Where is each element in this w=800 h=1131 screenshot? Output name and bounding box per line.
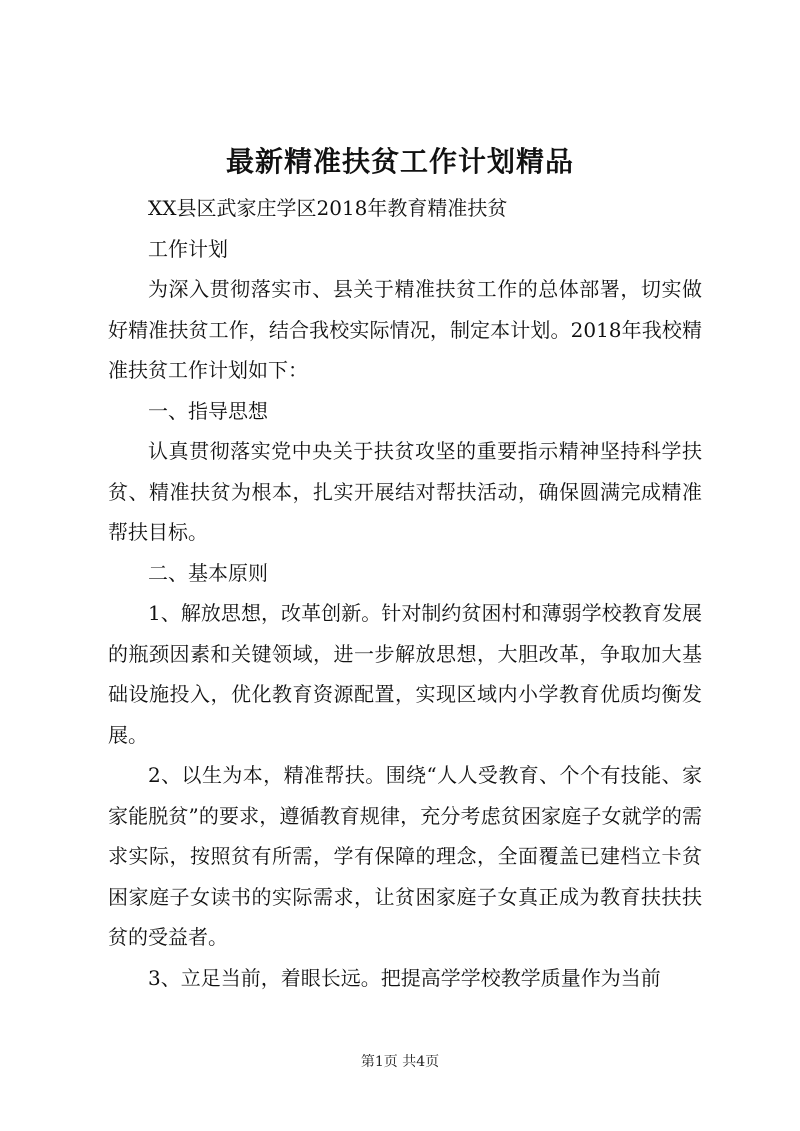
page-footer: 第1页 共4页 xyxy=(360,1054,440,1070)
section-heading-basic-principles: 二、基本原则 xyxy=(148,560,268,585)
principle-3-paragraph: 3、立足当前，着眼长远。把提高学学校教学质量作为当前 xyxy=(148,965,661,990)
guiding-thought-paragraph: 认真贯彻落实党中央关于扶贫攻坚的重要指示精神坚持科学扶贫、精准扶贫为根本，扎实开展结对帮扶活动，确保圆满完成精准帮扶目标。 xyxy=(108,439,702,544)
principle-2-paragraph: 2、以生为本，精准帮扶。围绕“人人受教育、个个有技能、家家能脱贫”的要求，遵循教育规律，充分考虑贫困家庭子女就学的需求实际，按照贫有所需，学有保障的理念，全面覆盖已建档立卡贫困家庭子女读书的实际需求，让贫困家庭子女真正成为教育扶扶扶贫的受益者。 xyxy=(108,763,702,949)
document-title: 最新精准扶贫工作计划精品 xyxy=(225,145,574,178)
section-heading-guiding-thought: 一、指导思想 xyxy=(148,398,268,423)
subtitle-line-1: XX县区武家庄学区2018年教育精准扶贫 xyxy=(148,196,508,220)
principle-1-paragraph: 1、解放思想，改革创新。针对制约贫困村和薄弱学校教育发展的瓶颈因素和关键领域，进一步解放思想，大胆改革，争取加大基础设施投入，优化教育资源配置，实现区域内小学教育优质均衡发展。 xyxy=(108,601,702,747)
intro-paragraph: 为深入贯彻落实市、县关于精准扶贫工作的总体部署，切实做好精准扶贫工作，结合我校实际情况，制定本计划。2018年我校精准扶贫工作计划如下： xyxy=(108,277,702,382)
subtitle-line-2: 工作计划 xyxy=(148,236,228,261)
document-body xyxy=(108,188,702,998)
